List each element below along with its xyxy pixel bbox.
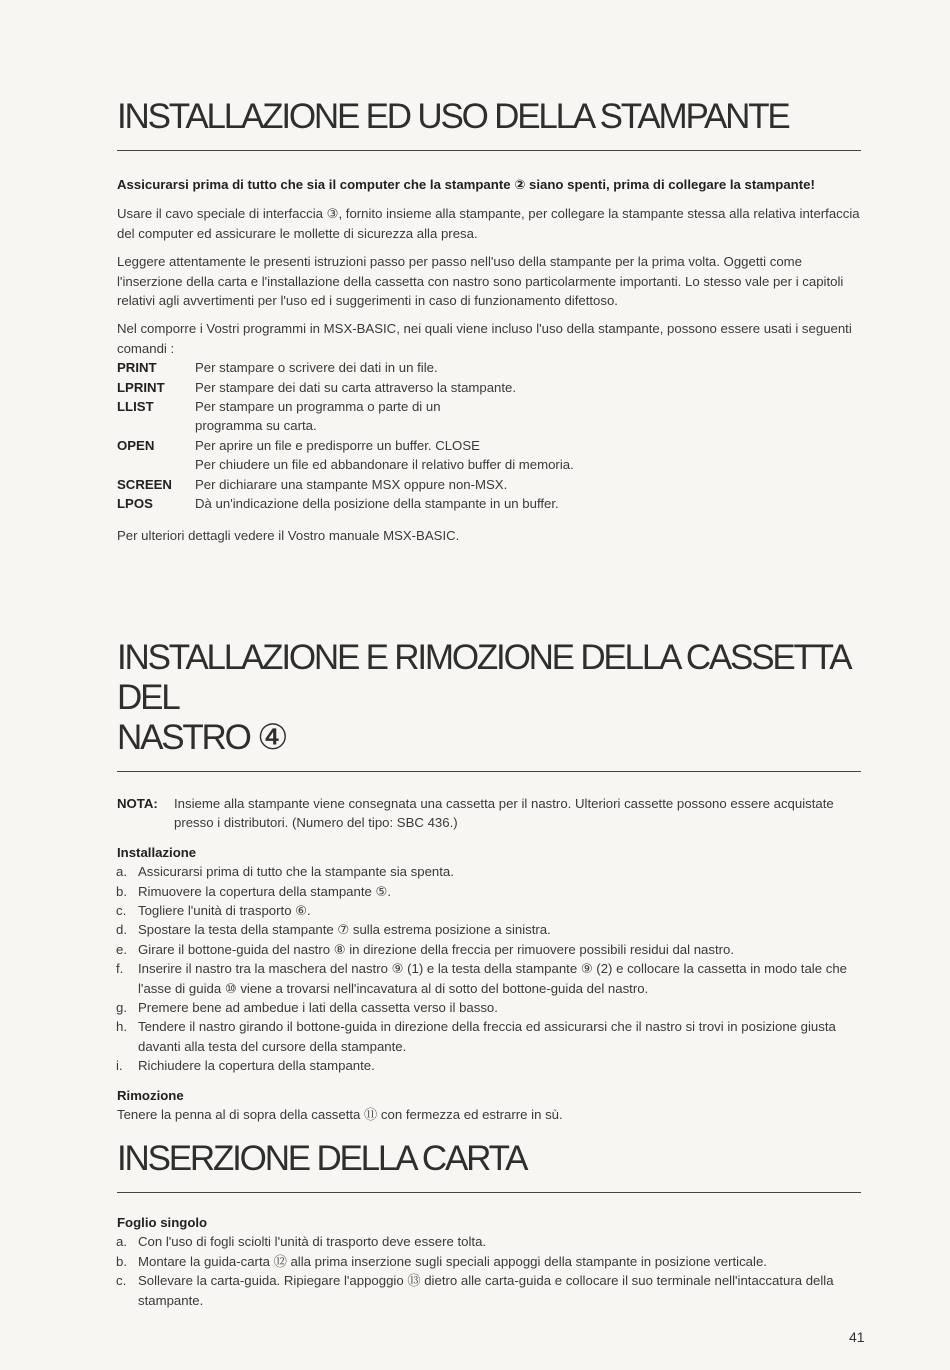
list-item-text: Spostare la testa della stampante ⑦ sulla estrema posizione a sinistra. xyxy=(138,922,551,938)
section-divider xyxy=(117,1192,861,1193)
list-item-text: Sollevare la carta-guida. Ripiegare l'appoggio ⑬ dietro alle carta-guida e collocare il suo terminale nell'intaccatura della stampante. xyxy=(138,1273,834,1308)
list-item-letter: a. xyxy=(116,1234,127,1250)
list-item-text: Assicurarsi prima di tutto che la stampante sia spenta. xyxy=(138,864,454,880)
command-name: PRINT xyxy=(117,360,157,376)
list-item-letter: d. xyxy=(116,922,127,938)
section-divider xyxy=(117,771,861,772)
section-title: INSERZIONE DELLA CARTA xyxy=(117,1139,527,1178)
paragraph: Tenere la penna al di sopra della cassetta ⑪ con fermezza ed estrarre in sù. xyxy=(117,1107,563,1123)
paragraph: Per ulteriori dettagli vedere il Vostro manuale MSX-BASIC. xyxy=(117,527,460,543)
note-text: Insieme alla stampante viene consegnata una cassetta per il nastro. Ulteriori cassette possono essere acquistate presso i distributori. (Numero del tipo: SBC 436.) xyxy=(174,796,834,831)
command-name: SCREEN xyxy=(117,476,172,492)
list-item-letter: a. xyxy=(116,864,127,880)
list-item xyxy=(116,1271,860,1310)
list-item xyxy=(116,1232,860,1251)
command-list xyxy=(117,358,861,513)
section-paper-insertion xyxy=(117,1139,861,1310)
list-item xyxy=(116,998,860,1017)
list-item-text: Montare la guida-carta ⑫ alla prima inserzione sugli speciali appoggi della stampante in posizione verticale. xyxy=(138,1253,767,1269)
note-label: NOTA: xyxy=(117,796,158,811)
list-item-letter: g. xyxy=(116,1000,127,1016)
section-title: INSTALLAZIONE ED USO DELLA STAMPANTE xyxy=(117,97,789,136)
command-description: Per dichiarare una stampante MSX oppure non-MSX. xyxy=(195,476,508,492)
command-name: LPRINT xyxy=(117,379,165,395)
list-item-text: Togliere l'unità di trasporto ⑥. xyxy=(138,903,311,919)
command-name: LLIST xyxy=(117,399,154,415)
list-item xyxy=(116,862,860,881)
list-item-letter: i. xyxy=(116,1058,123,1074)
paragraph: Usare il cavo speciale di interfaccia ③, fornito insieme alla stampante, per collegare la stampante stessa alla relativa interfaccia del computer ed assicurare le mollette di sicurezza alla presa. xyxy=(117,206,860,241)
paper-steps xyxy=(116,1232,860,1310)
section-ribbon-cassette xyxy=(117,638,861,1125)
list-item-text: Inserire il nastro tra la maschera del nastro ⑨ (1) e la testa della stampante ⑨ (2) e collocare la cassetta in modo tale che l'asse di guida ⑩ viene a trovarsi nell'incavatura al di sotto del bottone-guida del nastro. xyxy=(138,961,847,996)
list-item-text: Girare il bottone-guida del nastro ⑧ in direzione della freccia per rimuovere possibili residui dal nastro. xyxy=(138,941,735,957)
list-item xyxy=(116,1056,860,1075)
list-item-letter: b. xyxy=(116,883,127,899)
section-title-line: INSTALLAZIONE E RIMOZIONE DELLA CASSETTA DEL xyxy=(117,638,849,717)
list-item-letter: c. xyxy=(116,1273,127,1289)
paragraph: Nel comporre i Vostri programmi in MSX-BASIC, nei quali viene incluso l'uso della stampante, possono essere usati i seguenti comandi : xyxy=(117,321,852,356)
command-name: LPOS xyxy=(117,496,153,512)
list-item xyxy=(116,901,860,920)
command-description: Per stampare dei dati su carta attraverso la stampante. xyxy=(195,379,517,395)
section-title-line: NASTRO ④ xyxy=(117,718,287,757)
list-item xyxy=(116,882,860,901)
subsection-heading: Installazione xyxy=(117,844,197,860)
note-block xyxy=(117,794,861,833)
paragraph: Leggere attentamente le presenti istruzioni passo per passo nell'uso della stampante per la prima volta. Oggetti come l'inserzione della carta e l'installazione della cassetta con nastro sono particolarmente importanti. Lo stesso vale per i capitoli relativi agli avvertimenti per l'uso ed i suggerimenti in caso di funzionamento difettoso. xyxy=(117,254,844,309)
page-number: 41 xyxy=(849,1329,865,1345)
section-divider xyxy=(117,150,861,151)
section-title xyxy=(117,638,861,758)
list-item-text: Tendere il nastro girando il bottone-guida in direzione della freccia ed assicurarsi che il nastro si trovi in posizione giusta davanti alla testa del cursore della stampante. xyxy=(138,1019,836,1054)
command-description: Per aprire un file e predisporre un buffer. CLOSE xyxy=(195,437,480,453)
command-name xyxy=(117,455,195,474)
list-item xyxy=(116,959,860,998)
section-printer-usage xyxy=(117,97,861,545)
install-steps xyxy=(116,862,860,1075)
command-description: Per stampare o scrivere dei dati in un file. xyxy=(195,360,438,376)
list-item xyxy=(116,1017,860,1056)
list-item-text: Richiudere la copertura della stampante. xyxy=(138,1058,375,1074)
list-item-letter: h. xyxy=(116,1019,127,1035)
list-item-text: Rimuovere la copertura della stampante ⑤. xyxy=(138,883,391,899)
command-description: Dà un'indicazione della posizione della stampante in un buffer. xyxy=(195,496,559,512)
list-item xyxy=(116,920,860,939)
command-description: programma su carta. xyxy=(195,418,317,434)
subsection-heading: Foglio singolo xyxy=(117,1215,208,1230)
command-description: Per stampare un programma o parte di un xyxy=(195,399,441,415)
command-name xyxy=(117,416,195,435)
list-item xyxy=(116,940,860,959)
list-item-letter: e. xyxy=(116,941,127,957)
list-item-text: Con l'uso di fogli sciolti l'unità di trasporto deve essere tolta. xyxy=(138,1234,487,1250)
subsection-heading: Rimozione xyxy=(117,1087,184,1103)
command-description: Per chiudere un file ed abbandonare il relativo buffer di memoria. xyxy=(195,457,574,473)
command-name: OPEN xyxy=(117,437,155,453)
list-item-letter: c. xyxy=(116,903,127,919)
list-item-letter: b. xyxy=(116,1253,127,1269)
warning-text: Assicurarsi prima di tutto che sia il computer che la stampante ② siano spenti, prima di collegare la stampante! xyxy=(117,177,815,192)
list-item xyxy=(116,1252,860,1271)
list-item-letter: f. xyxy=(116,961,124,977)
list-item-text: Premere bene ad ambedue i lati della cassetta verso il basso. xyxy=(138,1000,498,1016)
